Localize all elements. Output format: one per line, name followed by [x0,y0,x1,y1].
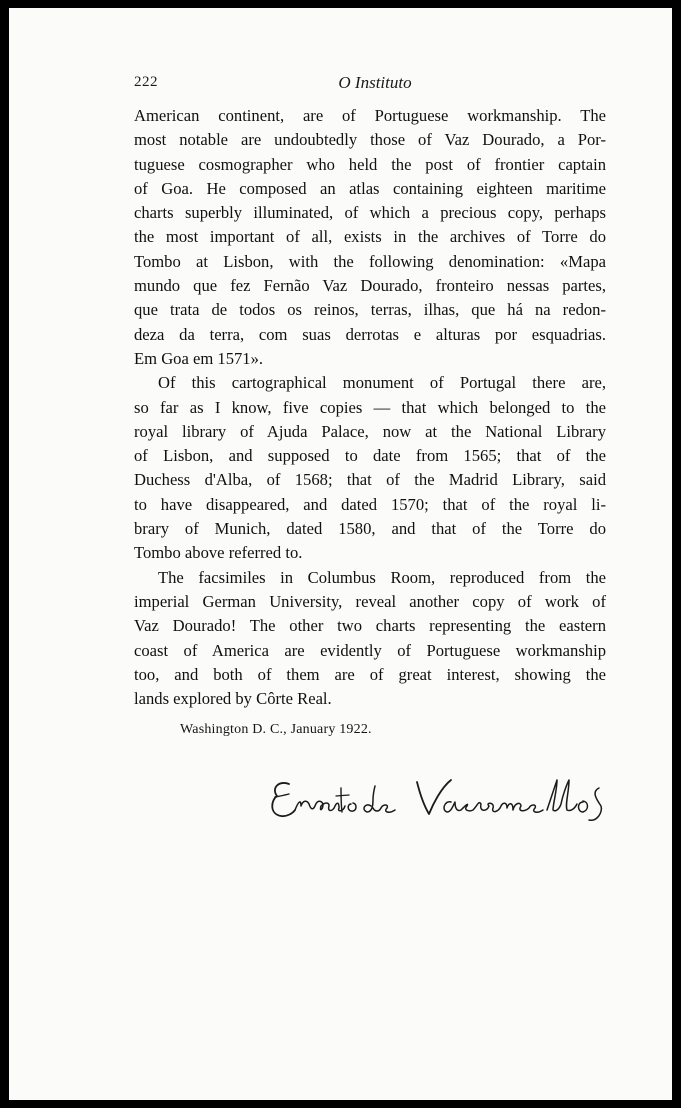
paragraph-2 [134,371,606,565]
running-title: O Instituto [338,73,412,92]
text-line: the most important of all, exists in the archives of Torre do [134,227,606,247]
document-page [9,8,672,1100]
text-line: lands explored by Côrte Real. [134,689,332,709]
text-line: of Lisbon, and supposed to date from 1565; that of the [134,446,606,466]
text-line: brary of Munich, dated 1580, and that of the Torre do [134,519,606,539]
text-line: to have disappeared, and dated 1570; that of the royal li- [134,494,606,514]
text-line: mundo que fez Fernão Vaz Dourado, fronteiro nessas partes, [134,276,606,296]
page-number: 222 [134,74,158,90]
text-line: too, and both of them are of great interest, showing the [134,664,606,684]
text-line: coast of America are evidently of Portuguese workmanship [134,640,606,660]
handwritten-signature [267,770,607,830]
text-line: Em Goa em 1571». [134,348,264,368]
paragraph-1 [134,104,606,371]
text-line: American continent, are of Portuguese workmanship. The [134,106,606,125]
text-line: Duchess d'Alba, of 1568; that of the Madrid Library, said [134,470,606,490]
text-line: so far as I know, five copies — that which belonged to the [134,397,606,417]
text-line: of Goa. He composed an atlas containing eighteen maritime [134,178,606,198]
text-line: Tombo above referred to. [134,543,303,563]
text-line: Tombo at Lisbon, with the following denomination: «Mapa [134,251,606,271]
dateline: Washington D. C., January 1922. [180,722,372,737]
text-line: imperial German University, reveal another copy of work of [134,591,606,611]
body-text [134,104,606,711]
page-header [134,74,616,96]
paragraph-3 [134,566,606,712]
text-line: tuguese cosmographer who held the post of frontier captain [134,154,606,174]
text-line: deza da terra, com suas derrotas e alturas por esquadrias. [134,324,606,344]
text-line: royal library of Ajuda Palace, now at the National Library [134,421,606,441]
text-line: most notable are undoubtedly those of Vaz Dourado, a Por- [134,130,606,150]
text-line: charts superbly illuminated, of which a precious copy, perhaps [134,203,606,223]
text-line: que trata de todos os reinos, terras, ilhas, que há na redon- [134,300,606,320]
text-line: The facsimiles in Columbus Room, reproduced from the [158,567,606,587]
text-line: Of this cartographical monument of Portugal there are, [158,373,606,393]
text-line: Vaz Dourado! The other two charts representing the eastern [134,616,606,636]
